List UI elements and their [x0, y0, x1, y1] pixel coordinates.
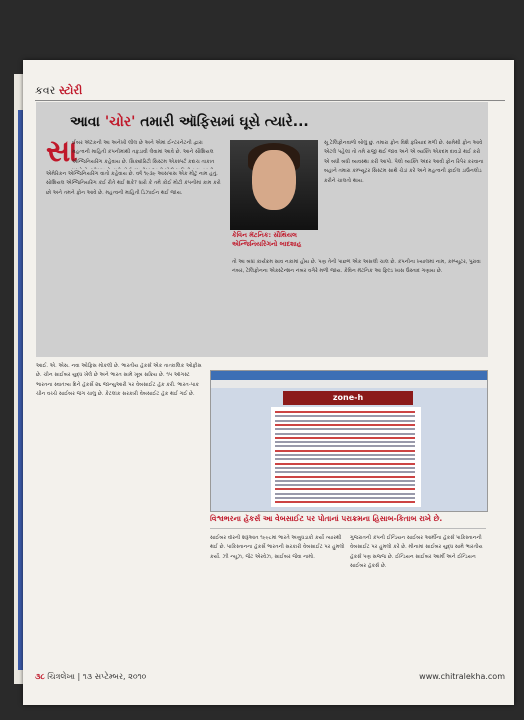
table-row [275, 450, 415, 452]
page-footer: ૩૮ ચિત્રલેખા | ૧૩ સપ્ટેમ્બર, ૨૦૧૦ www.chitralekha.com [35, 672, 505, 681]
table-row [275, 467, 415, 469]
table-row [275, 493, 415, 495]
table-row [275, 458, 415, 460]
header-highlight: સ્ટોરી [58, 84, 83, 97]
table-row [275, 476, 415, 478]
table-row [275, 437, 415, 439]
dropcap: સા [46, 134, 78, 169]
website-screenshot [210, 370, 488, 512]
title-after: તમારી ઑફિસમાં ઘૂસે ત્યારે... [135, 114, 309, 130]
website-url: www.chitralekha.com [419, 672, 505, 681]
table-row [275, 484, 415, 486]
site-banner: zone-h [283, 391, 413, 405]
table-row [275, 428, 415, 430]
table-row [275, 454, 415, 456]
table-row [275, 463, 415, 465]
portrait-face [252, 150, 296, 210]
table-row [275, 501, 415, 503]
table-row [275, 424, 415, 426]
issue-date: ૧૩ સપ્ટેમ્બર, ૨૦૧૦ [82, 672, 147, 681]
divider [210, 528, 486, 529]
table-row [275, 488, 415, 490]
section-header [35, 84, 82, 98]
table-row [275, 445, 415, 447]
table-row [275, 480, 415, 482]
browser-titlebar [211, 371, 487, 380]
table-row [275, 471, 415, 473]
table-row [275, 415, 415, 417]
body-col4: તો આ બધાં કાર્યક્રમ સાવ નકામાં હોય છે. પણ તેની પાછળ એક અસલી ચાલ છે. કંપનીના ખ્યાલમાં નામ, કમ્પ્યૂટર, પુરાવા નંબર, ટેલિફોનના એક્સ્ટેન્શન નંબર વગેરે મળી જાય. કેવિન મૅટનિક આ ફિલ્ડ ખાસ ઉસ્તાદ ગણાય છે. [232, 259, 481, 275]
photo-caption: કેવિન મૅટનિક: સૌથિયલ એન્જિનિયરિંગનો બાદશાહ [232, 231, 302, 248]
page-number: ૩૮ [35, 672, 45, 681]
title-before: આવા [70, 114, 105, 130]
title-highlight: 'ચોર' [104, 114, 136, 130]
table-row [275, 420, 415, 422]
screenshot-caption: વિશ્વભરના હૅકર્સ આ વેબસાઈટ પર પોતાનાં પરાક્રમના હિસાબ-કિતાબ રાખે છે. [210, 514, 443, 523]
table-row [275, 441, 415, 443]
body-col2: સૂ ટેલિફોનવાળો બોલું છું. તમારા ફોન વિશે ફરિયાદ મળી છે. સામેથી ફોન આવે એટલે પહેલાં તો તમે રાજી થઈ જાવ અને એ વ્યક્તિ એકદમ દાવડો થઈ કરો એ બધી બધી વ્યવસ્થા કરી આપો. પેલો વ્યક્તિ અંદર આવી ફોન રિપેર કરવાના બહાને તમારા કમ્પ્યૂટર સિસ્ટમ સાથે ચેડાં કરે અને મહત્વની ફાઈલ ડાઉનલોડ કરીને ચાલતો થાય. [324, 140, 484, 184]
divider [35, 100, 505, 101]
magazine-name: ચિત્રલેખા [47, 672, 75, 681]
table-row [275, 433, 415, 435]
body-col1: ઈબર ઍટૅકની આ અનેખી લીલ છે અને એમાં ઈન્ટરનેટની દ્વારા મહત્વની માહિતી કંપનીમાંથી તફડાવી લેવામાં આવે છે. આને સૌશિયલ એન્જિનિયરિંગ કહેવાય છે. સિક્યૉરિટી સિસ્ટમ એક્સ્પર્ટ કદાચ તાકાત [72, 140, 215, 165]
table-row [275, 411, 415, 413]
body-col3: એમેરિકન એન્જિનિયરિંગ વાતો કહેવાય છે. વર્ષ ૧૯૩૯ આસપાસ એક મોટું નામ હતું. સોશિયલ એન્જિનિયરિંગ કંઈ રીતે થઈ શકે? ધારો કે તમે કોઈ મોટી કંપનીમાં કામ કરો છો અને તમને ફોન આવે છે. મહત્વની માહિતી ડિઝાઈન થઈ જાય. [46, 171, 221, 196]
browser-toolbar [211, 380, 487, 388]
body-col7: ગુજરાતની કંપની ઈન્ડિયન સાઈબર આર્મીના હૅકર્સ પાકિસ્તાનની વેબસાઈટ પર હુમલો કરે છે. મીનામાં સાઈબર યુદ્ધ સામે ભારતીય હૅકર્સ પણ સજ્જ છે. ઈન્ડિયન સાઈબર આર્મી અને ઈન્ડિયન સાઈબર હૅકર્સ છે. [350, 535, 483, 570]
body-col6: સાઈબર વૉરની શરૂઆત ૧૯૯૮માં ભારતે અણુધડાકો કર્યો ત્યારથી થઈ છે. પાકિસ્તાનના હૅકર્સે ભારતની સરકારી વેબસાઈટ પર હુમલો કર્યો. ઝી ન્યૂઝ, જેટ એરવેઝ, સાઈબર જેવા નામો. [210, 535, 345, 560]
table-row [275, 497, 415, 499]
body-col5: આઈ. એ. એસ. નવા ઓફિસ મોકલી છે. ભારતીય હૅકર્સ એક તાત્કાલિક ઓફીસ છે. ચીન સાઈબર યુદ્ધ ખેલે છે અને ભારત સામે ખૂબ સક્રિય છે. ૧૫ ઑગસ્ટ ભારતના સ્વાતંત્ર્ય દિને હૅકર્સે ૨૬ જાન્યુઆરી પર વેબસાઈટ હૅક કરી. ભારત-પાક ચીન વચ્ચે સાઈબર જંગ ચાલુ છે. કેટલાંક સરકારી વેબસાઈટ હૅક થઈ ગઈ છે. [36, 363, 202, 398]
article-title [70, 114, 309, 130]
header-prefix: કવર [35, 84, 56, 97]
